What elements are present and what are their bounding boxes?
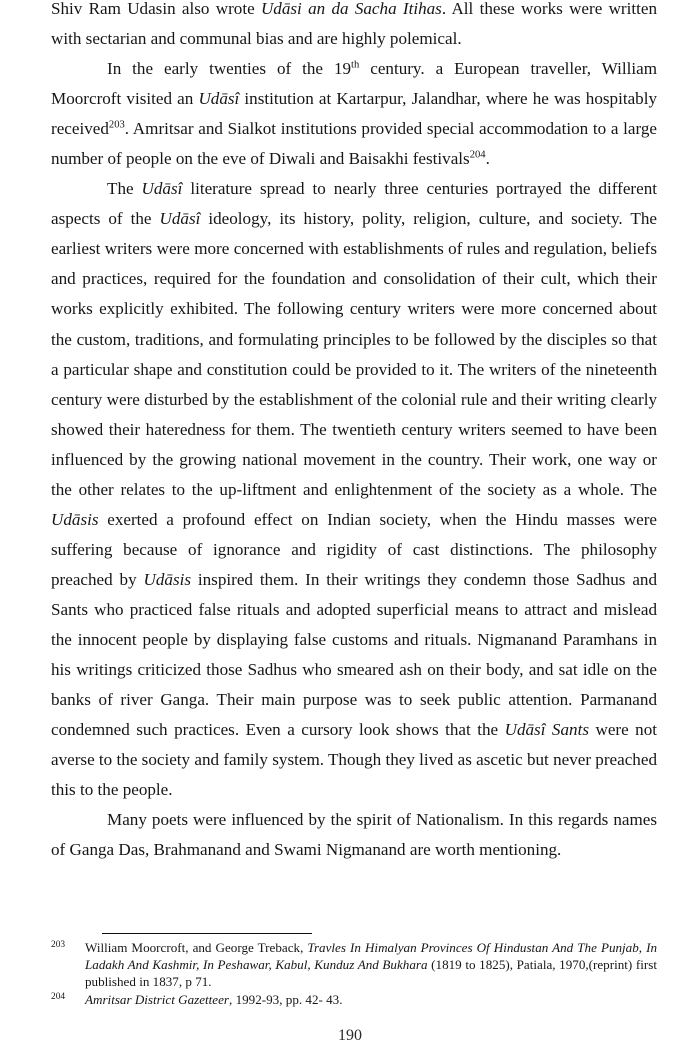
italic-run: Udāsî [198, 89, 240, 109]
italic-run: Udāsi an da Sacha Itihas [260, 0, 442, 18]
text-run: inspired them. In their writings they condemn those Sadhus and Sants who practiced false rituals and adopted superficial means to attract and mislead the innocent people by displaying false customs and rituals. Nigmanand Paramhans in his writings criticized those Sadhus who smeared ash on their body, and sat idle on the banks of river Ganga. Their main purpose was to seek public attention. Parmanand condemned such practices. Even a cursory look shows that the [51, 569, 658, 740]
superscript-run: th [351, 59, 360, 71]
italic-run: Udāsis [51, 509, 99, 529]
italic-run: Udāsis [143, 569, 192, 589]
text-run: . All these works were written with sectarian and communal bias and are highly polemical. [51, 0, 657, 49]
text-run: Shiv Ram Udasin also wrote [51, 0, 261, 18]
superscript-run: 203 [108, 119, 125, 131]
footnote-number: 203 [51, 940, 66, 950]
text-run: . [485, 149, 490, 169]
text-run: century. a European traveller, William Moorcroft visited an [51, 59, 657, 109]
text-run: exerted a profound effect on Indian society, when the Hindu masses were suffering because of ignorance and rigidity of cast distinctions. The philosophy preached by [51, 509, 657, 589]
footnote-text [85, 991, 657, 1008]
text-run: literature spread to nearly three centuries portrayed the different aspects of the [51, 179, 657, 229]
footnote-separator-rule [102, 933, 312, 934]
page-number: 190 [338, 1027, 362, 1044]
paragraph [51, 174, 657, 805]
italic-run: Travles In Himalyan Provinces Of Hindustan And The Punjab, In Ladakh And Kashmir, In Peshawar, Kabul, Kunduz And Bukhara [85, 940, 657, 973]
text-run: (1819 to 1825), Patiala, 1970,(reprint) first published in 1837, p 71. [85, 957, 657, 990]
body-text-column [51, 0, 657, 865]
footnote [51, 939, 657, 990]
paragraph [51, 54, 657, 174]
footnotes-section [51, 939, 657, 1009]
text-run: William Moorcroft, and George Treback, [85, 940, 308, 955]
footnote-number: 204 [51, 992, 66, 1003]
italic-run: Udāsî [159, 209, 201, 229]
italic-run: Amritsar District Gazetteer [85, 992, 230, 1008]
text-run: ideology, its history, polity, religion, culture, and society. The earliest writers were more concerned with establishments of rules and regulation, beliefs and practices, required for the foundation and consolidation of their cult, which their works explicitly exhibited. The following century writers were more concerned about the custom, traditions, and formulating principles to be followed by the disciples so that a particular shape and constitution could be provided to it. The writers of the nineteenth century were disturbed by the establishment of the colonial rule and their writing clearly showed their hateredness for them. The twentieth century writers seemed to have been influenced by the growing national movement in the country. Their work, one way or the other relates to the up-liftment and enlightenment of the society as a whole. The [51, 209, 657, 499]
italic-run: Udāsî [141, 179, 183, 199]
paragraph [51, 805, 657, 865]
italic-run: Udāsî Sants [504, 720, 589, 740]
superscript-run: 204 [469, 149, 486, 161]
text-run: In the early twenties of the 19 [107, 59, 352, 79]
text-run: Many poets were influenced by the spirit of Nationalism. In this regards names of Ganga Das, Brahmanand and Swami Nigmanand are worth mentioning. [51, 810, 657, 860]
text-run: institution at Kartarpur, Jalandhar, where he was hospitably received [51, 89, 657, 139]
paragraph [51, 0, 657, 54]
footnote-text [85, 939, 657, 990]
footnote [51, 991, 657, 1008]
text-run: The [107, 179, 142, 199]
text-run: , 1992-93, pp. 42- 43. [229, 992, 343, 1008]
text-run: were not averse to the society and family system. Though they lived as ascetic but never preached this to the people. [51, 720, 658, 800]
text-run: . Amritsar and Sialkot institutions provided special accommodation to a large number of people on the eve of Diwali and Baisakhi festivals [51, 119, 657, 169]
